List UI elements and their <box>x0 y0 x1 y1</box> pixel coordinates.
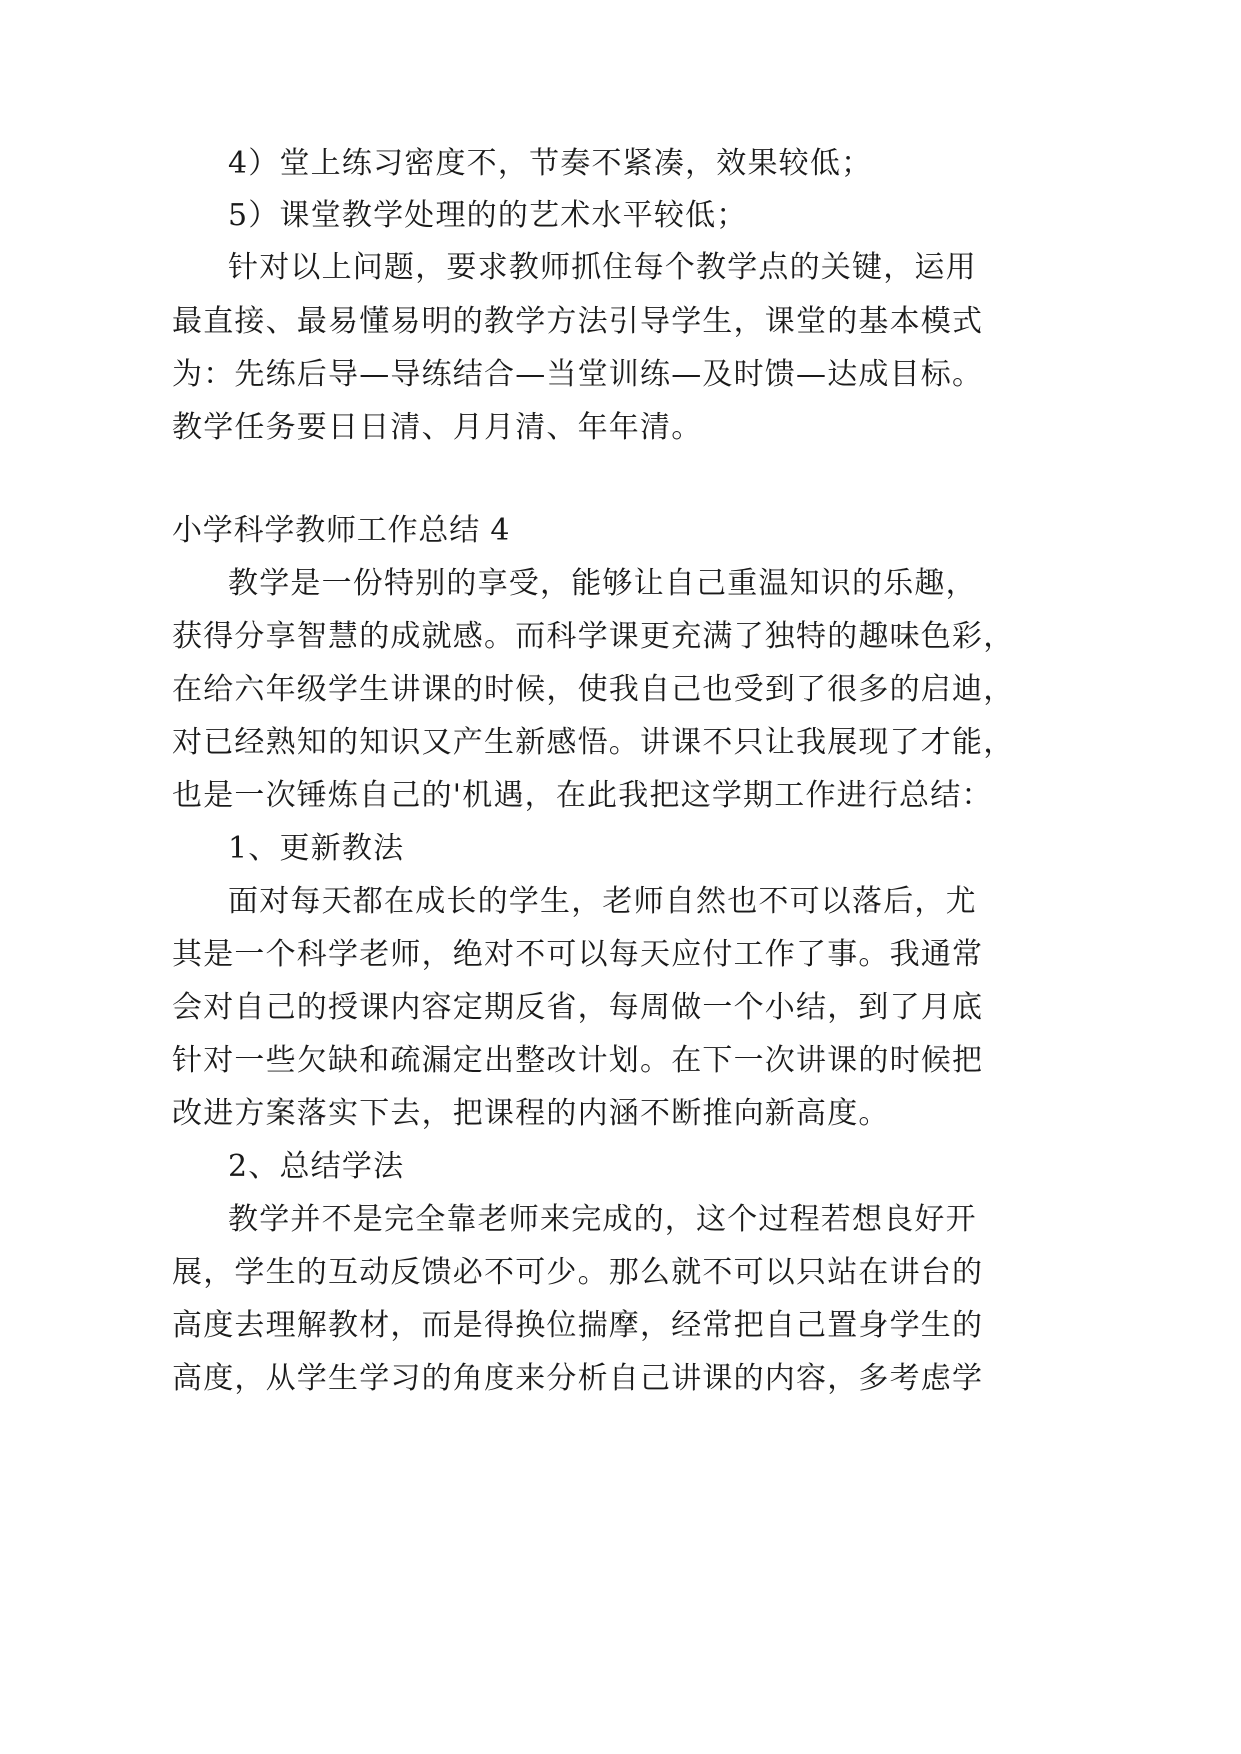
paragraph-line: 会对自己的授课内容定期反省，每周做一个小结，到了月底 <box>172 990 984 1025</box>
list-item-4: 4）堂上练习密度不，节奏不紧凑，效果较低； <box>228 146 873 181</box>
paragraph-line: 展，学生的互动反馈必不可少。那么就不可以只站在讲台的 <box>172 1255 984 1290</box>
paragraph-line: 针对一些欠缺和疏漏定出整改计划。在下一次讲课的时候把 <box>172 1043 984 1078</box>
subheading: 1、更新教法 <box>228 831 405 866</box>
paragraph-line: 高度去理解教材，而是得换位揣摩，经常把自己置身学生的 <box>172 1308 984 1343</box>
section-heading: 小学科学教师工作总结 4 <box>172 513 511 548</box>
paragraph-line: 教学任务要日日清、月月清、年年清。 <box>172 410 703 445</box>
paragraph-line: 获得分享智慧的成就感。而科学课更充满了独特的趣味色彩， <box>172 619 1015 654</box>
paragraph-line: 改进方案落实下去，把课程的内涵不断推向新高度。 <box>172 1096 890 1131</box>
paragraph-line: 其是一个科学老师，绝对不可以每天应付工作了事。我通常 <box>172 937 984 972</box>
paragraph-line: 教学并不是完全靠老师来完成的，这个过程若想良好开 <box>228 1202 977 1237</box>
paragraph-line: 在给六年级学生讲课的时候，使我自己也受到了很多的启迪， <box>172 672 1015 707</box>
paragraph-line: 也是一次锤炼自己的'机遇，在此我把这学期工作进行总结： <box>172 778 993 813</box>
paragraph-line: 对已经熟知的知识又产生新感悟。讲课不只让我展现了才能， <box>172 725 1015 760</box>
paragraph-line: 针对以上问题，要求教师抓住每个教学点的关键，运用 <box>228 250 977 285</box>
subheading: 2、总结学法 <box>228 1149 405 1184</box>
list-item-5: 5）课堂教学处理的的艺术水平较低； <box>228 198 748 233</box>
paragraph-line: 面对每天都在成长的学生，老师自然也不可以落后，尤 <box>228 884 977 919</box>
paragraph-line: 教学是一份特别的享受，能够让自己重温知识的乐趣， <box>228 566 977 601</box>
paragraph-line: 最直接、最易懂易明的教学方法引导学生，课堂的基本模式 <box>172 304 984 339</box>
paragraph-line: 为：先练后导—导练结合—当堂训练—及时馈—达成目标。 <box>172 357 984 392</box>
paragraph-line: 高度，从学生学习的角度来分析自己讲课的内容，多考虑学 <box>172 1361 984 1396</box>
